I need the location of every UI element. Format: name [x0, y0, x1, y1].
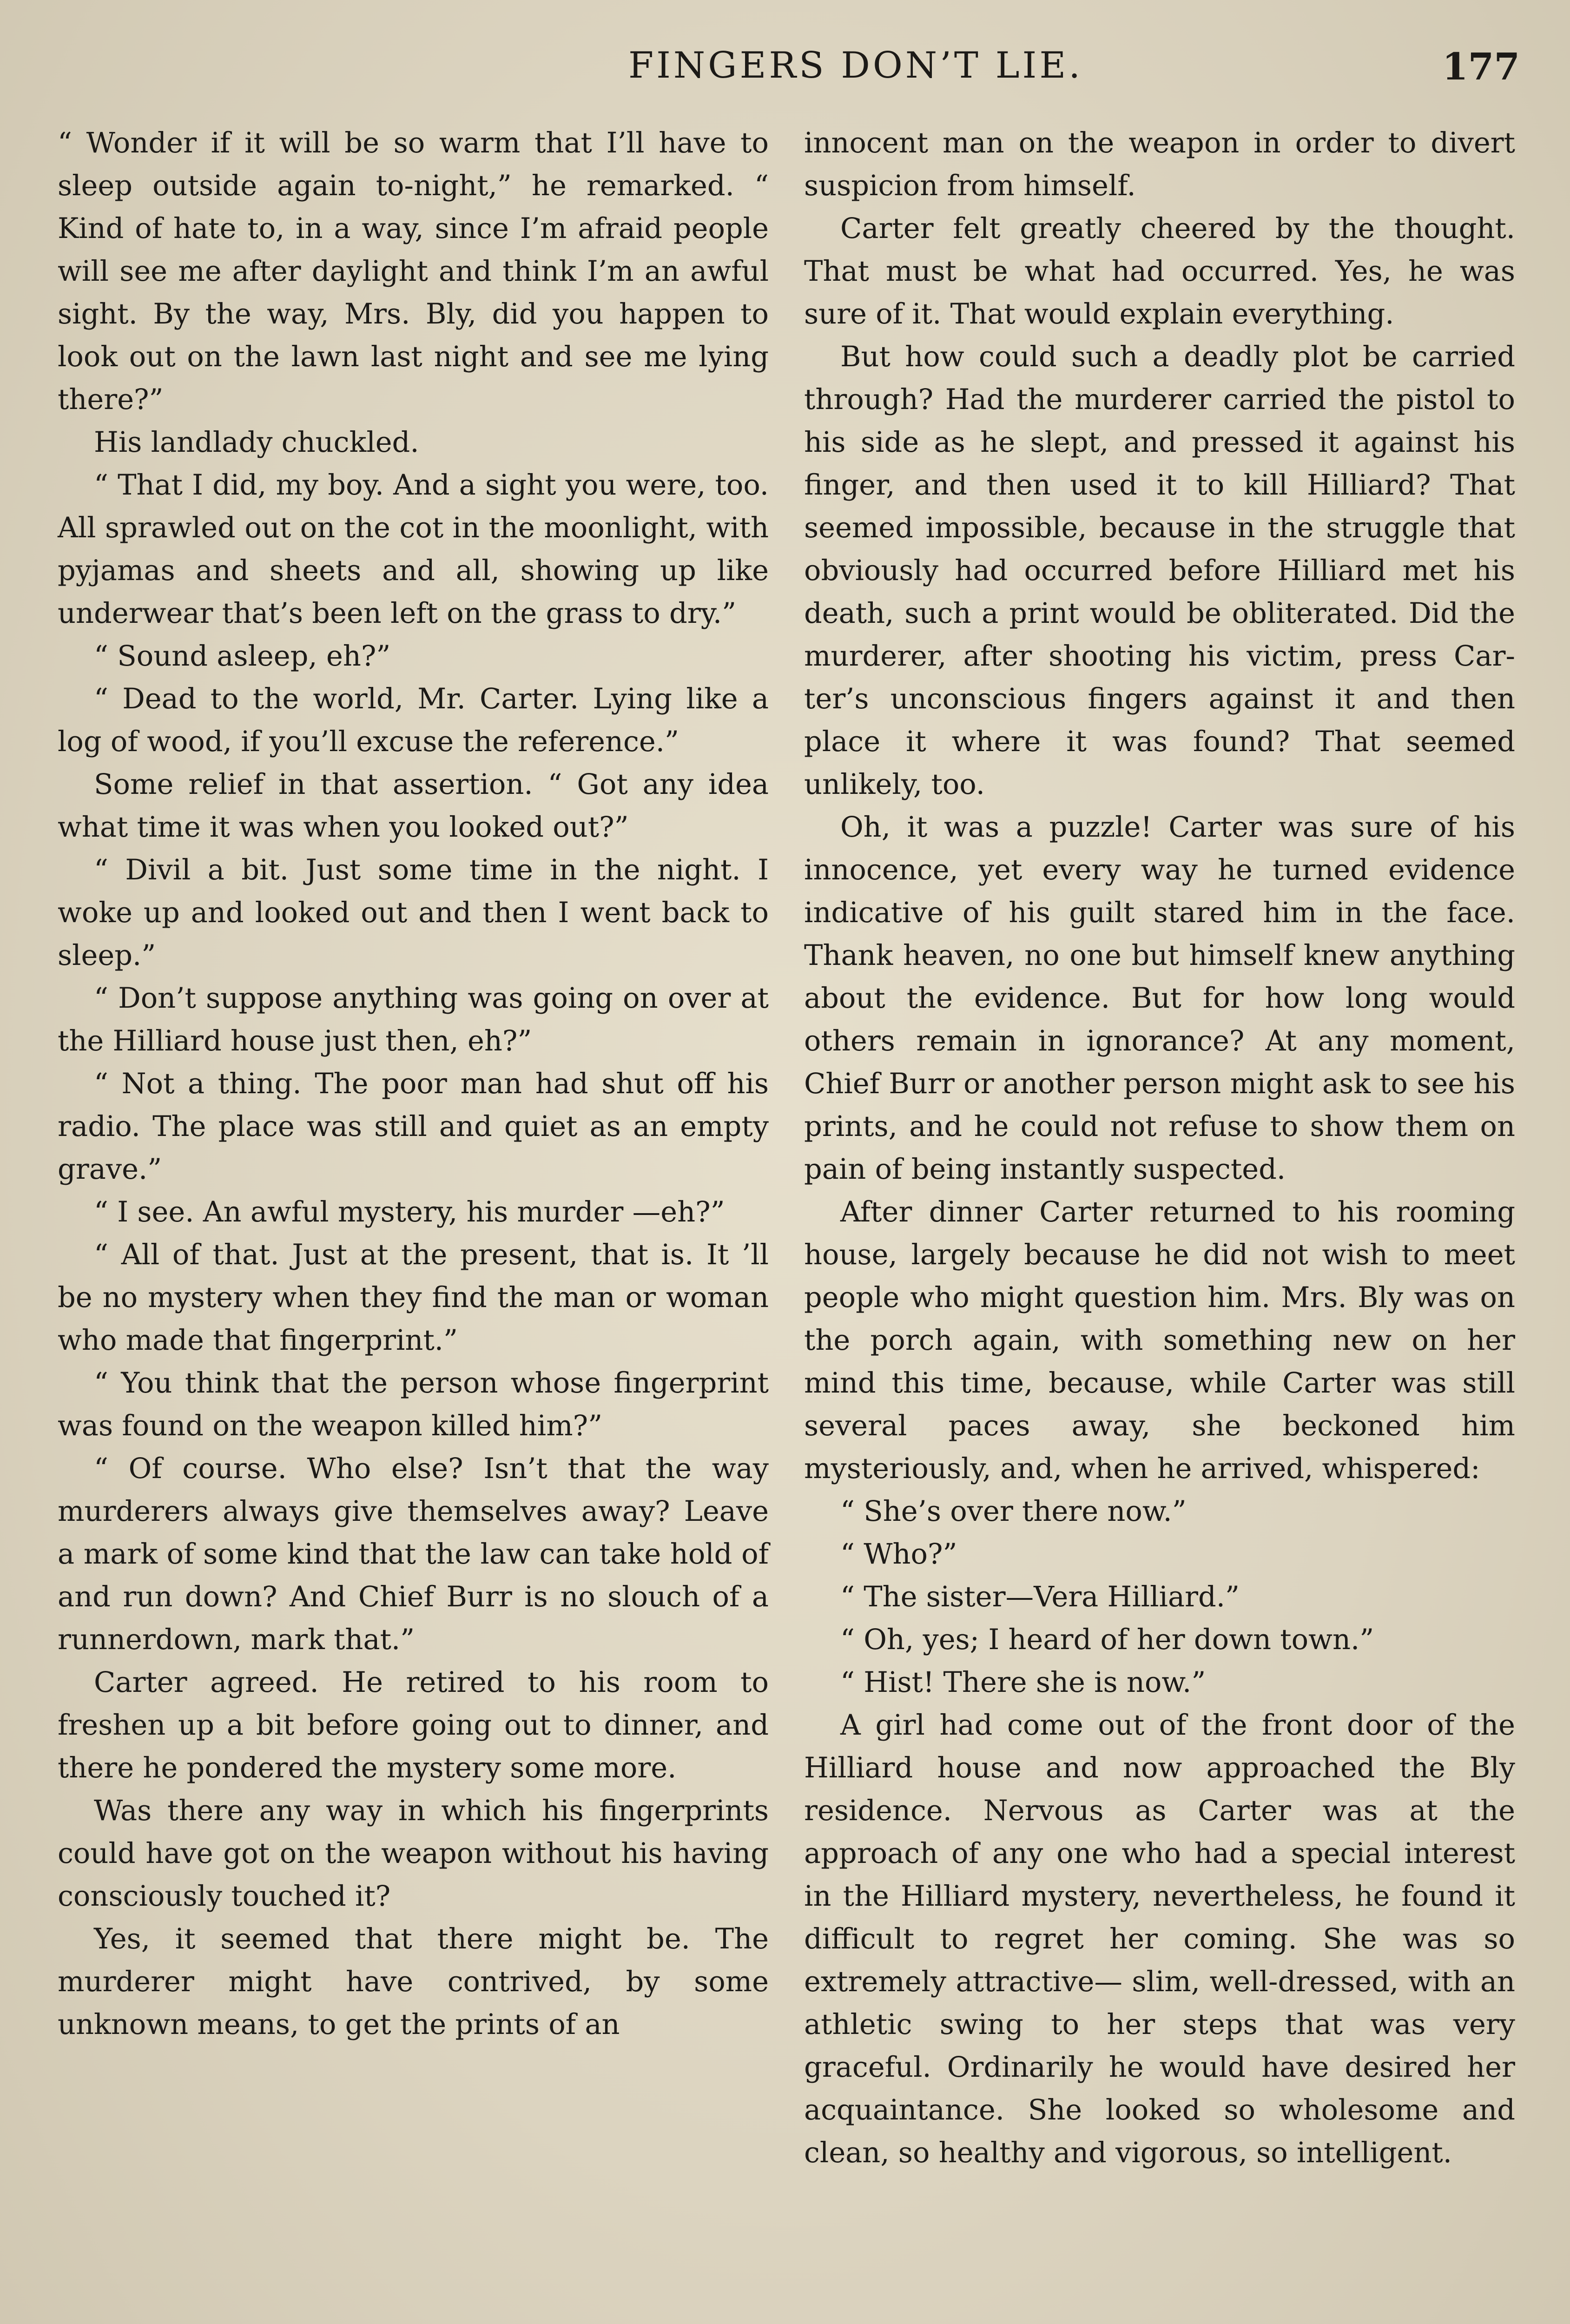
- paragraph: Some relief in that assertion. “ Got any idea what time it was when you looked out?”: [58, 768, 769, 844]
- paragraph: “ Hist! There she is now.”: [840, 1666, 1206, 1699]
- paragraph: “ You think that the person whose fingerprint was found on the weapon killed him?”: [58, 1367, 769, 1442]
- paragraph: A girl had come out of the front door of the Hilliard house and now approached the Bly residence. Nervous as Carter was at the approach of any one who had a special interest in the Hilliard mystery, nevertheless, he found it difficult to regret her coming. She was so extremely attractive— slim, well-dressed, with an athletic swing to her steps that was very graceful. Ordinarily he would have desired her acquaintance. She looked so wholesome and clean, so healthy and vigorous, so intelligent.: [804, 1709, 1515, 2169]
- paragraph: “ The sister—Vera Hilliard.”: [840, 1581, 1240, 1613]
- paragraph: Yes, it seemed that there might be. The murderer might have contrived, by some unknown means, to get the prints of an: [58, 1923, 769, 2041]
- paragraph: innocent man on the weapon in order to divert suspicion from himself.: [804, 127, 1515, 202]
- page-number: 177: [1442, 45, 1520, 88]
- paragraph: “ All of that. Just at the present, that is. It ’ll be no mystery when they find the man or woman who made that fingerprint.”: [58, 1239, 769, 1357]
- paragraph: “ Sound asleep, eh?”: [94, 640, 391, 673]
- page-header: [56, 45, 1520, 100]
- paragraph: “ Divil a bit. Just some time in the night. I woke up and looked out and then I went back to sleep.”: [58, 854, 769, 972]
- paragraph: His landlady chuckled.: [94, 426, 419, 459]
- paragraph: “ Not a thing. The poor man had shut off his radio. The place was still and quiet as an empty grave.”: [58, 1068, 769, 1186]
- paragraph: “ Dead to the world, Mr. Carter. Lying like a log of wood, if you’ll excuse the reference.”: [58, 683, 769, 758]
- paragraph: “ Oh, yes; I heard of her down town.”: [840, 1624, 1374, 1656]
- paragraph: “ Wonder if it will be so warm that I’ll have to sleep outside again to-night,” he remarked. “ Kind of hate to, in a way, since I’m afraid people will see me after daylight and think I’m an awful sight. By the way, Mrs. Bly, did you happen to look out on the lawn last night and see me lying there?”: [58, 127, 769, 416]
- paragraph: But how could such a deadly plot be carried through? Had the murderer carried the pistol to his side as he slept, and pressed it against his finger, and then used it to kill Hilliard? That seemed impossible, because in the struggle that obviously had occurred before Hilliard met his death, such a print would be obliterated. Did the murderer, after shooting his victim, press Carter’s unconscious fingers against it and then place it where it was found? That seemed unlikely, too.: [804, 341, 1515, 801]
- paragraph: “ Who?”: [840, 1538, 957, 1571]
- paragraph: Carter felt greatly cheered by the thought. That must be what had occurred. Yes, he was sure of it. That would explain everything.: [804, 212, 1515, 330]
- paragraph: Was there any way in which his fingerprints could have got on the weapon without his having consciously touched it?: [58, 1795, 769, 1913]
- paragraph: “ Don’t suppose anything was going on over at the Hilliard house just then, eh?”: [58, 982, 769, 1057]
- running-title: FINGERS DON’T LIE.: [628, 45, 1083, 86]
- left-column: [58, 122, 769, 2046]
- right-column: [804, 122, 1515, 2174]
- paragraph: “ She’s over there now.”: [840, 1495, 1187, 1528]
- paragraph: Carter agreed. He retired to his room to freshen up a bit before going out to dinner, and there he pondered the mystery some more.: [58, 1666, 769, 1784]
- paragraph: After dinner Carter returned to his rooming house, largely because he did not wish to meet people who might question him. Mrs. Bly was on the porch again, with something new on her mind this time, because, while Carter was still several paces away, she beckoned him mysteriously, and, when he arrived, whispered:: [804, 1196, 1515, 1485]
- paragraph: “ Of course. Who else? Isn’t that the way murderers always give themselves away? Leave a mark of some kind that the law can take hold of and run down? And Chief Burr is no slouch of a runnerdown, mark that.”: [58, 1452, 769, 1656]
- paragraph: “ I see. An awful mystery, his murder —eh?”: [94, 1196, 725, 1228]
- paragraph: Oh, it was a puzzle! Carter was sure of his innocence, yet every way he turned evidence indicative of his guilt stared him in the face. Thank heaven, no one but himself knew anything about the evidence. But for how long would others remain in ignorance? At any moment, Chief Burr or another person might ask to see his prints, and he could not refuse to show them on pain of being instantly suspected.: [804, 811, 1515, 1186]
- paragraph: “ That I did, my boy. And a sight you were, too. All sprawled out on the cot in the moonlight, with pyjamas and sheets and all, showing up like underwear that’s been left on the grass to dry.”: [58, 469, 769, 630]
